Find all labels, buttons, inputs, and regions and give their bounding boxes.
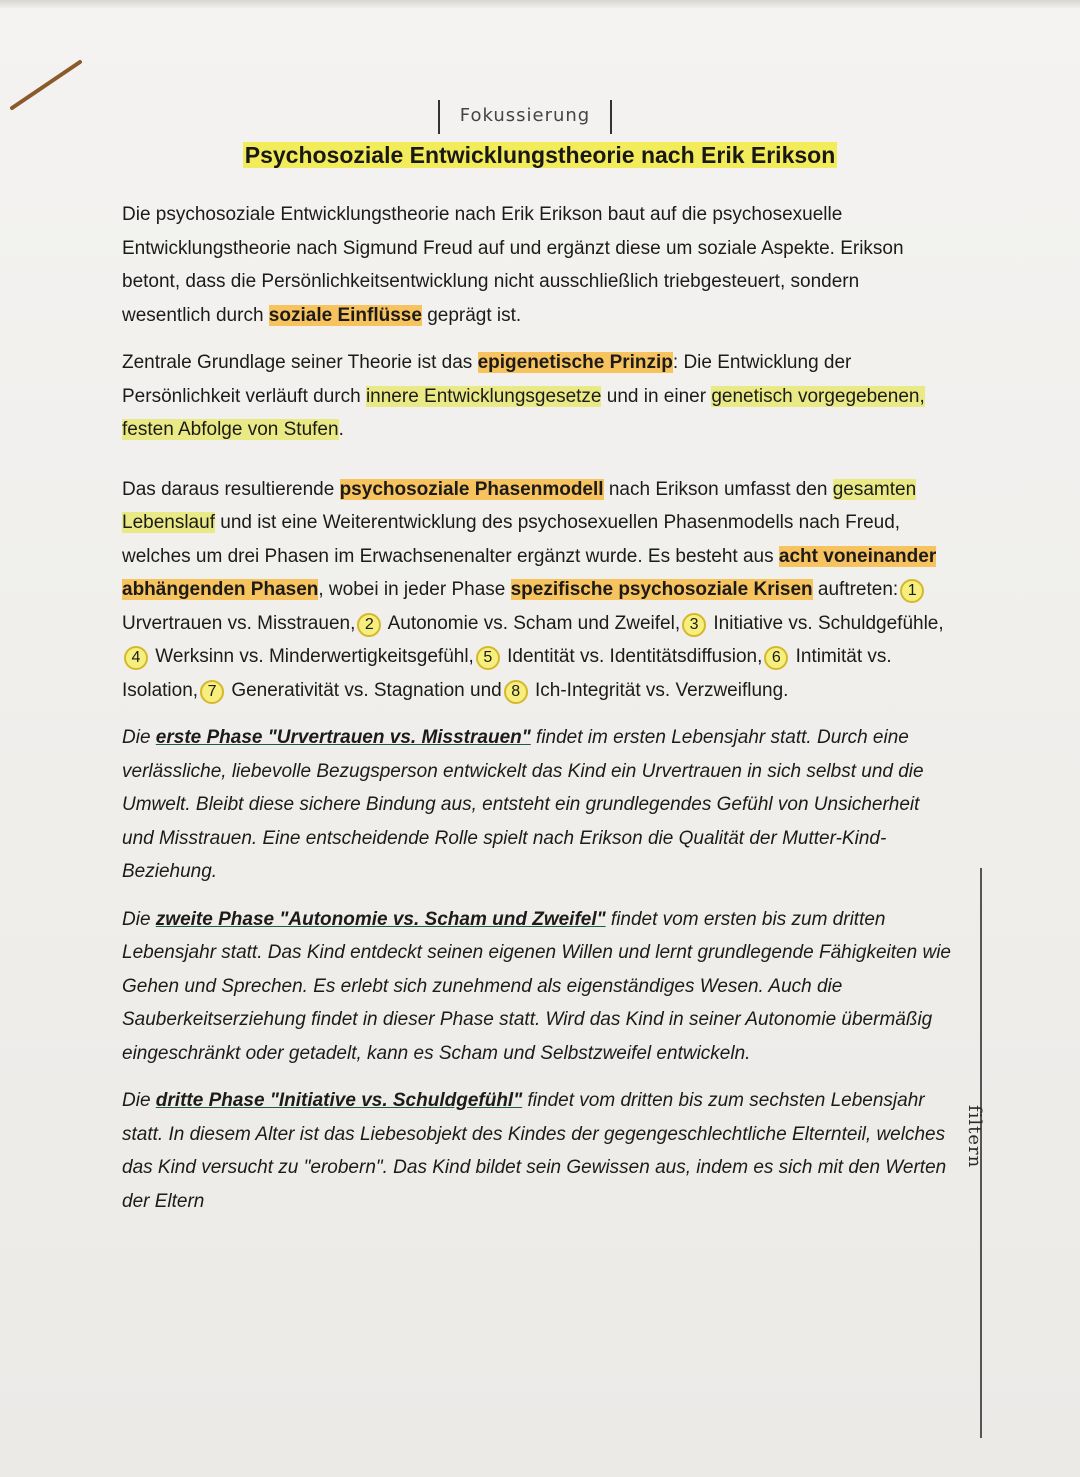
pencil-stroke-mark xyxy=(6,56,86,116)
text: Intimität vs. Isolation, xyxy=(122,646,892,701)
phase-title: dritte Phase "Initiative vs. Schuldgefühl" xyxy=(155,1090,523,1111)
text: und ist eine Weiterentwicklung des psychosexuellen Phasenmodells nach Freud, welches um drei Phasen im Erwachsenenalter ergänzt wurde. Es besteht aus xyxy=(122,512,901,567)
text: Initiative vs. Schuldgefühle, xyxy=(708,612,944,634)
text: Autonomie vs. Scham und Zweifel, xyxy=(383,612,681,634)
paragraph-intro xyxy=(122,198,952,332)
margin-note: filtern xyxy=(964,1105,985,1169)
focus-tag-label: Fokussierung xyxy=(459,105,591,126)
text: , wobei in jeder Phase xyxy=(318,579,511,600)
keyword-highlight: soziale Einflüsse xyxy=(268,304,422,326)
text: geprägt ist. xyxy=(421,304,522,326)
paragraph-phase-3 xyxy=(122,1084,952,1218)
paragraph-epigenetic xyxy=(122,346,952,447)
text: Urvertrauen vs. Misstrauen, xyxy=(122,612,356,634)
text: findet im ersten Lebensjahr statt. Durch eine verlässliche, liebevolle Bezugsperson entwickelt das Kind ein Urvertrauen in sich selbst und die Umwelt. Bleibt diese sichere Bindung aus, entsteht ein grundlegendes Gefühl von Unsicherheit und Misstrauen. Eine entscheidende Rolle spielt nach Erikson die Qualität der Mutter-Kind-Beziehung. xyxy=(122,727,924,882)
keyword-highlight: epigenetische Prinzip xyxy=(477,352,673,373)
text: findet vom dritten bis zum sechsten Lebensjahr statt. In diesem Alter ist das Liebesobjekt des Kindes der gegengeschlechtliche Elternteil, welches das Kind versucht zu "erobern". Das Kind bildet sein Gewissen aus, indem es sich mit den Werten der Eltern xyxy=(122,1090,947,1212)
phase-number-badge: 4 xyxy=(124,646,148,670)
focus-tag xyxy=(438,100,612,134)
phase-number-badge: 5 xyxy=(476,646,500,670)
keyword-highlight: psychosoziale Phasenmodell xyxy=(339,478,604,500)
text-highlight: genetisch vorgegebenen, festen Abfolge von Stufen xyxy=(122,385,925,440)
phase-number-badge: 7 xyxy=(200,680,224,704)
keyword-highlight: acht voneinander abhängenden Phasen xyxy=(122,545,937,600)
text: Die psychosoziale Entwicklungstheorie nach Erik Erikson baut auf die psychosexuelle Entwicklungstheorie nach Sigmund Freud auf und ergänzt diese um soziale Aspekte. Erikson betont, dass die Persönlichkeitsentwicklung nicht ausschließlich triebgesteuert, sondern wesentlich durch xyxy=(122,204,904,326)
phase-title: erste Phase "Urvertrauen vs. Misstrauen" xyxy=(155,727,531,748)
text: nach Erikson umfasst den xyxy=(603,478,833,500)
text: . xyxy=(338,419,344,440)
text-highlight: gesamten Lebenslauf xyxy=(122,478,917,533)
document-title xyxy=(0,142,1080,169)
phase-number-badge: 2 xyxy=(357,613,381,637)
keyword-highlight: spezifische psychosoziale Krisen xyxy=(510,579,813,600)
body-text xyxy=(122,198,952,1232)
page-edge xyxy=(0,0,1080,8)
text: Die xyxy=(122,727,156,748)
text: Die xyxy=(122,1090,156,1111)
text: Zentrale Grundlage seiner Theorie ist das xyxy=(122,352,478,373)
text-highlight: innere Entwicklungsgesetze xyxy=(365,385,602,407)
phase-number-badge: 8 xyxy=(504,680,528,704)
phase-number-badge: 3 xyxy=(682,613,706,637)
text: Ich-Integrität vs. Verzweiflung. xyxy=(529,679,789,701)
text: Identität vs. Identitätsdiffusion, xyxy=(501,646,763,667)
text: Das daraus resultierende xyxy=(122,478,340,500)
title-text: Psychosoziale Entwicklungstheorie nach Erik Erikson xyxy=(244,142,836,168)
paragraph-phase-model xyxy=(122,473,952,708)
text: und in einer xyxy=(601,385,712,407)
text: Generativität vs. Stagnation und xyxy=(226,679,502,701)
text: findet vom ersten bis zum dritten Lebensjahr statt. Das Kind entdeckt seinen eigenen Willen und lernt grundlegende Fähigkeiten wie Gehen und Sprechen. Es erlebt sich zunehmend als eigenständiges Wesen. Auch die Sauberkeitserziehung findet in dieser Phase statt. Wird das Kind in seiner Autonomie übermäßig eingeschränkt oder getadelt, kann es Scham und Selbstzweifel entwickeln. xyxy=(122,908,951,1064)
text: : Die Entwicklung der Persönlichkeit verläuft durch xyxy=(122,352,852,407)
phase-title: zweite Phase "Autonomie vs. Scham und Zweifel" xyxy=(155,908,606,930)
text: Werksinn vs. Minderwertigkeitsgefühl, xyxy=(150,646,474,667)
paragraph-phase-1 xyxy=(122,721,952,889)
text: Die xyxy=(122,908,156,930)
paragraph-phase-2 xyxy=(122,903,952,1071)
text: auftreten: xyxy=(812,579,899,600)
phase-number-badge: 1 xyxy=(900,579,924,603)
phase-number-badge: 6 xyxy=(764,646,788,670)
